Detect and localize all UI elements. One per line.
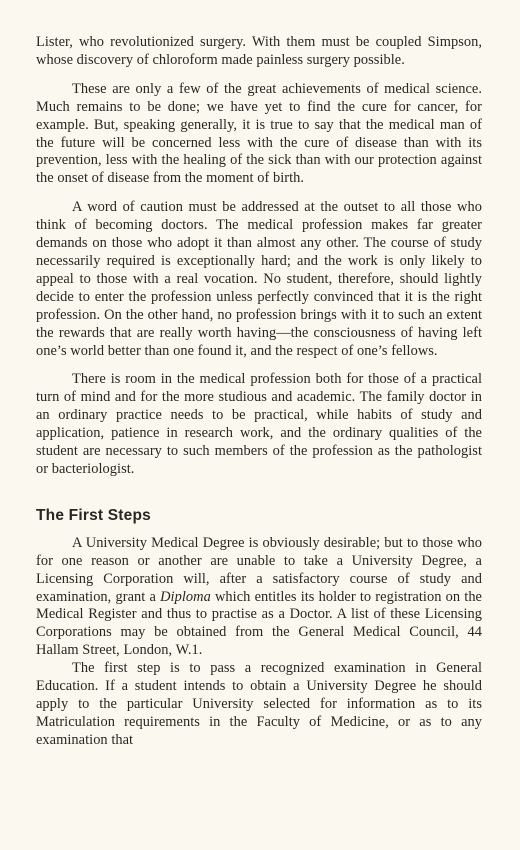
paragraph-degree-text-start: A University Medical Degree is obviously desirable; but to those who for one reason or another are unable to take a University Degree, a Licensing Corporation will, after a satisfactory course of study and examination, grant a — [36, 534, 482, 605]
paragraph-degree — [36, 535, 482, 660]
paragraph-degree-text-end: which entitles its holder to registration on the Medical Register and thus to practise as a Doctor. A list of these Licensing Corporations may be obtained from the General Medical Council, 44 Hallam Street, London, W.1. — [36, 588, 482, 659]
paragraph-continuation: Lister, who revolutionized surgery. With them must be coupled Simpson, whose discovery of chloroform made painless surgery possible. — [36, 34, 482, 68]
paragraph-achievements: These are only a few of the great achievements of medical science. Much remains to be done; we have yet to find the cure for cancer, for example. But, speaking generally, it is true to say that the medical man of the future will be concerned less with the cure of disease than with its prevention, less with the healing of the sick than with our protection against the onset of disease from the moment of birth. — [36, 80, 482, 187]
section-heading: The First Steps — [36, 506, 151, 524]
paragraph-room-in-profession: There is room in the medical profession both for those of a practical turn of mind and for the more studious and academic. The family doctor in an ordinary practice needs to be practical, while habits of study and application, patience in research work, and the ordinary qualities of the student are necessary to such members of the profession as the pathologist or bacteriologist. — [36, 371, 482, 477]
paragraph-caution: A word of caution must be addressed at the outset to all those who think of becoming doctors. The medical profession makes far greater demands on those who adopt it than almost any other. The course of study necessarily required is exceptionally hard; and the work is only likely to appeal to those with a real vocation. No student, therefore, should lightly decide to enter the profession unless perfectly convinced that it is the right profession. On the other hand, no profession brings with it to such an extent the rewards that are really worth having—the consciousness of having left one’s world better than one found it, and the respect of one’s fellows. — [36, 199, 482, 359]
diploma-italic-term: Diploma — [160, 588, 211, 605]
paragraph-first-step: The first step is to pass a recognized examination in General Education. If a student intends to obtain a University Degree he should apply to the particular University selected for information as to its Matriculation requirements in the Faculty of Medicine, or as to any examination that — [36, 660, 482, 748]
